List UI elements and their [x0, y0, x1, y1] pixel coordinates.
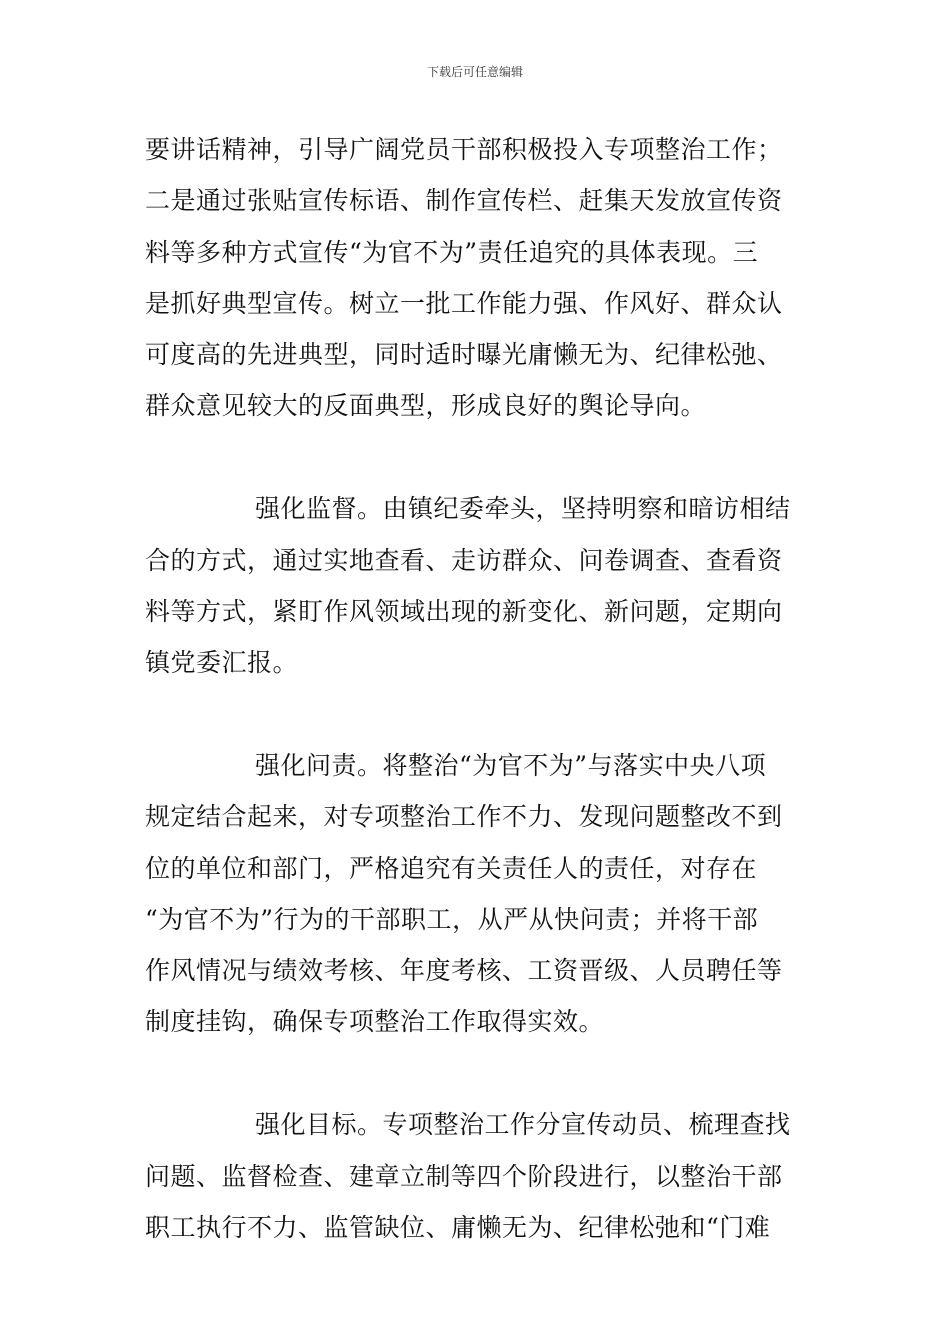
paragraph-publicity — [145, 124, 810, 432]
text-line: “为官不为”行为的干部职工，从严从快问责；并将干部 — [145, 904, 759, 934]
text-line: 规定结合起来，对专项整治工作不力、发现问题整改不到 — [145, 802, 783, 832]
text-line: 是抓好典型宣传。树立一批工作能力强、作风好、群众认 — [145, 288, 783, 318]
page-header-note: 下载后可任意编辑 — [426, 65, 523, 79]
text-line: 职工执行不力、监管缺位、庸懒无为、纪律松弛和“门难 — [145, 1212, 771, 1242]
text-line: 作风情况与绩效考核、年度考核、工资晋级、人员聘任等 — [145, 956, 783, 986]
text-line: 镇党委汇报。 — [145, 648, 299, 678]
text-line: 强化目标。专项整治工作分宣传动员、梳理查找 — [255, 1110, 791, 1140]
text-line: 要讲话精神，引导广阔党员干部积极投入专项整治工作； — [145, 135, 783, 164]
paragraph-goals — [145, 1099, 810, 1253]
paragraph-spacer — [145, 432, 810, 484]
text-line: 料等多种方式宣传“为官不为”责任追究的具体表现。三 — [145, 237, 759, 267]
paragraph-accountability — [145, 740, 810, 1048]
text-line: 强化问责。将整治“为官不为”与落实中央八项 — [255, 750, 767, 780]
text-line: 料等方式，紧盯作风领域出现的新变化、新问题，定期向 — [145, 596, 783, 626]
paragraph-supervision — [145, 483, 810, 688]
text-line: 群众意见较大的反面典型，形成良好的舆论导向。 — [145, 391, 707, 421]
text-line: 合的方式，通过实地查看、走访群众、问卷调查、查看资 — [145, 545, 783, 575]
paragraph-spacer — [145, 688, 810, 740]
document-body — [145, 124, 810, 1253]
text-line: 问题、监督检查、建章立制等四个阶段进行，以整治干部 — [145, 1161, 783, 1191]
paragraph-spacer — [145, 1048, 810, 1100]
text-line: 位的单位和部门，严格追究有关责任人的责任，对存在 — [145, 853, 758, 883]
text-line: 二是通过张贴宣传标语、制作宣传栏、赶集天发放宣传资 — [145, 186, 783, 216]
text-line: 制度挂钩，确保专项整治工作取得实效。 — [145, 1007, 605, 1037]
text-line: 可度高的先进典型，同时适时曝光庸懒无为、纪律松弛、 — [145, 340, 783, 370]
text-line: 强化监督。由镇纪委牵头，坚持明察和暗访相结 — [255, 494, 791, 524]
